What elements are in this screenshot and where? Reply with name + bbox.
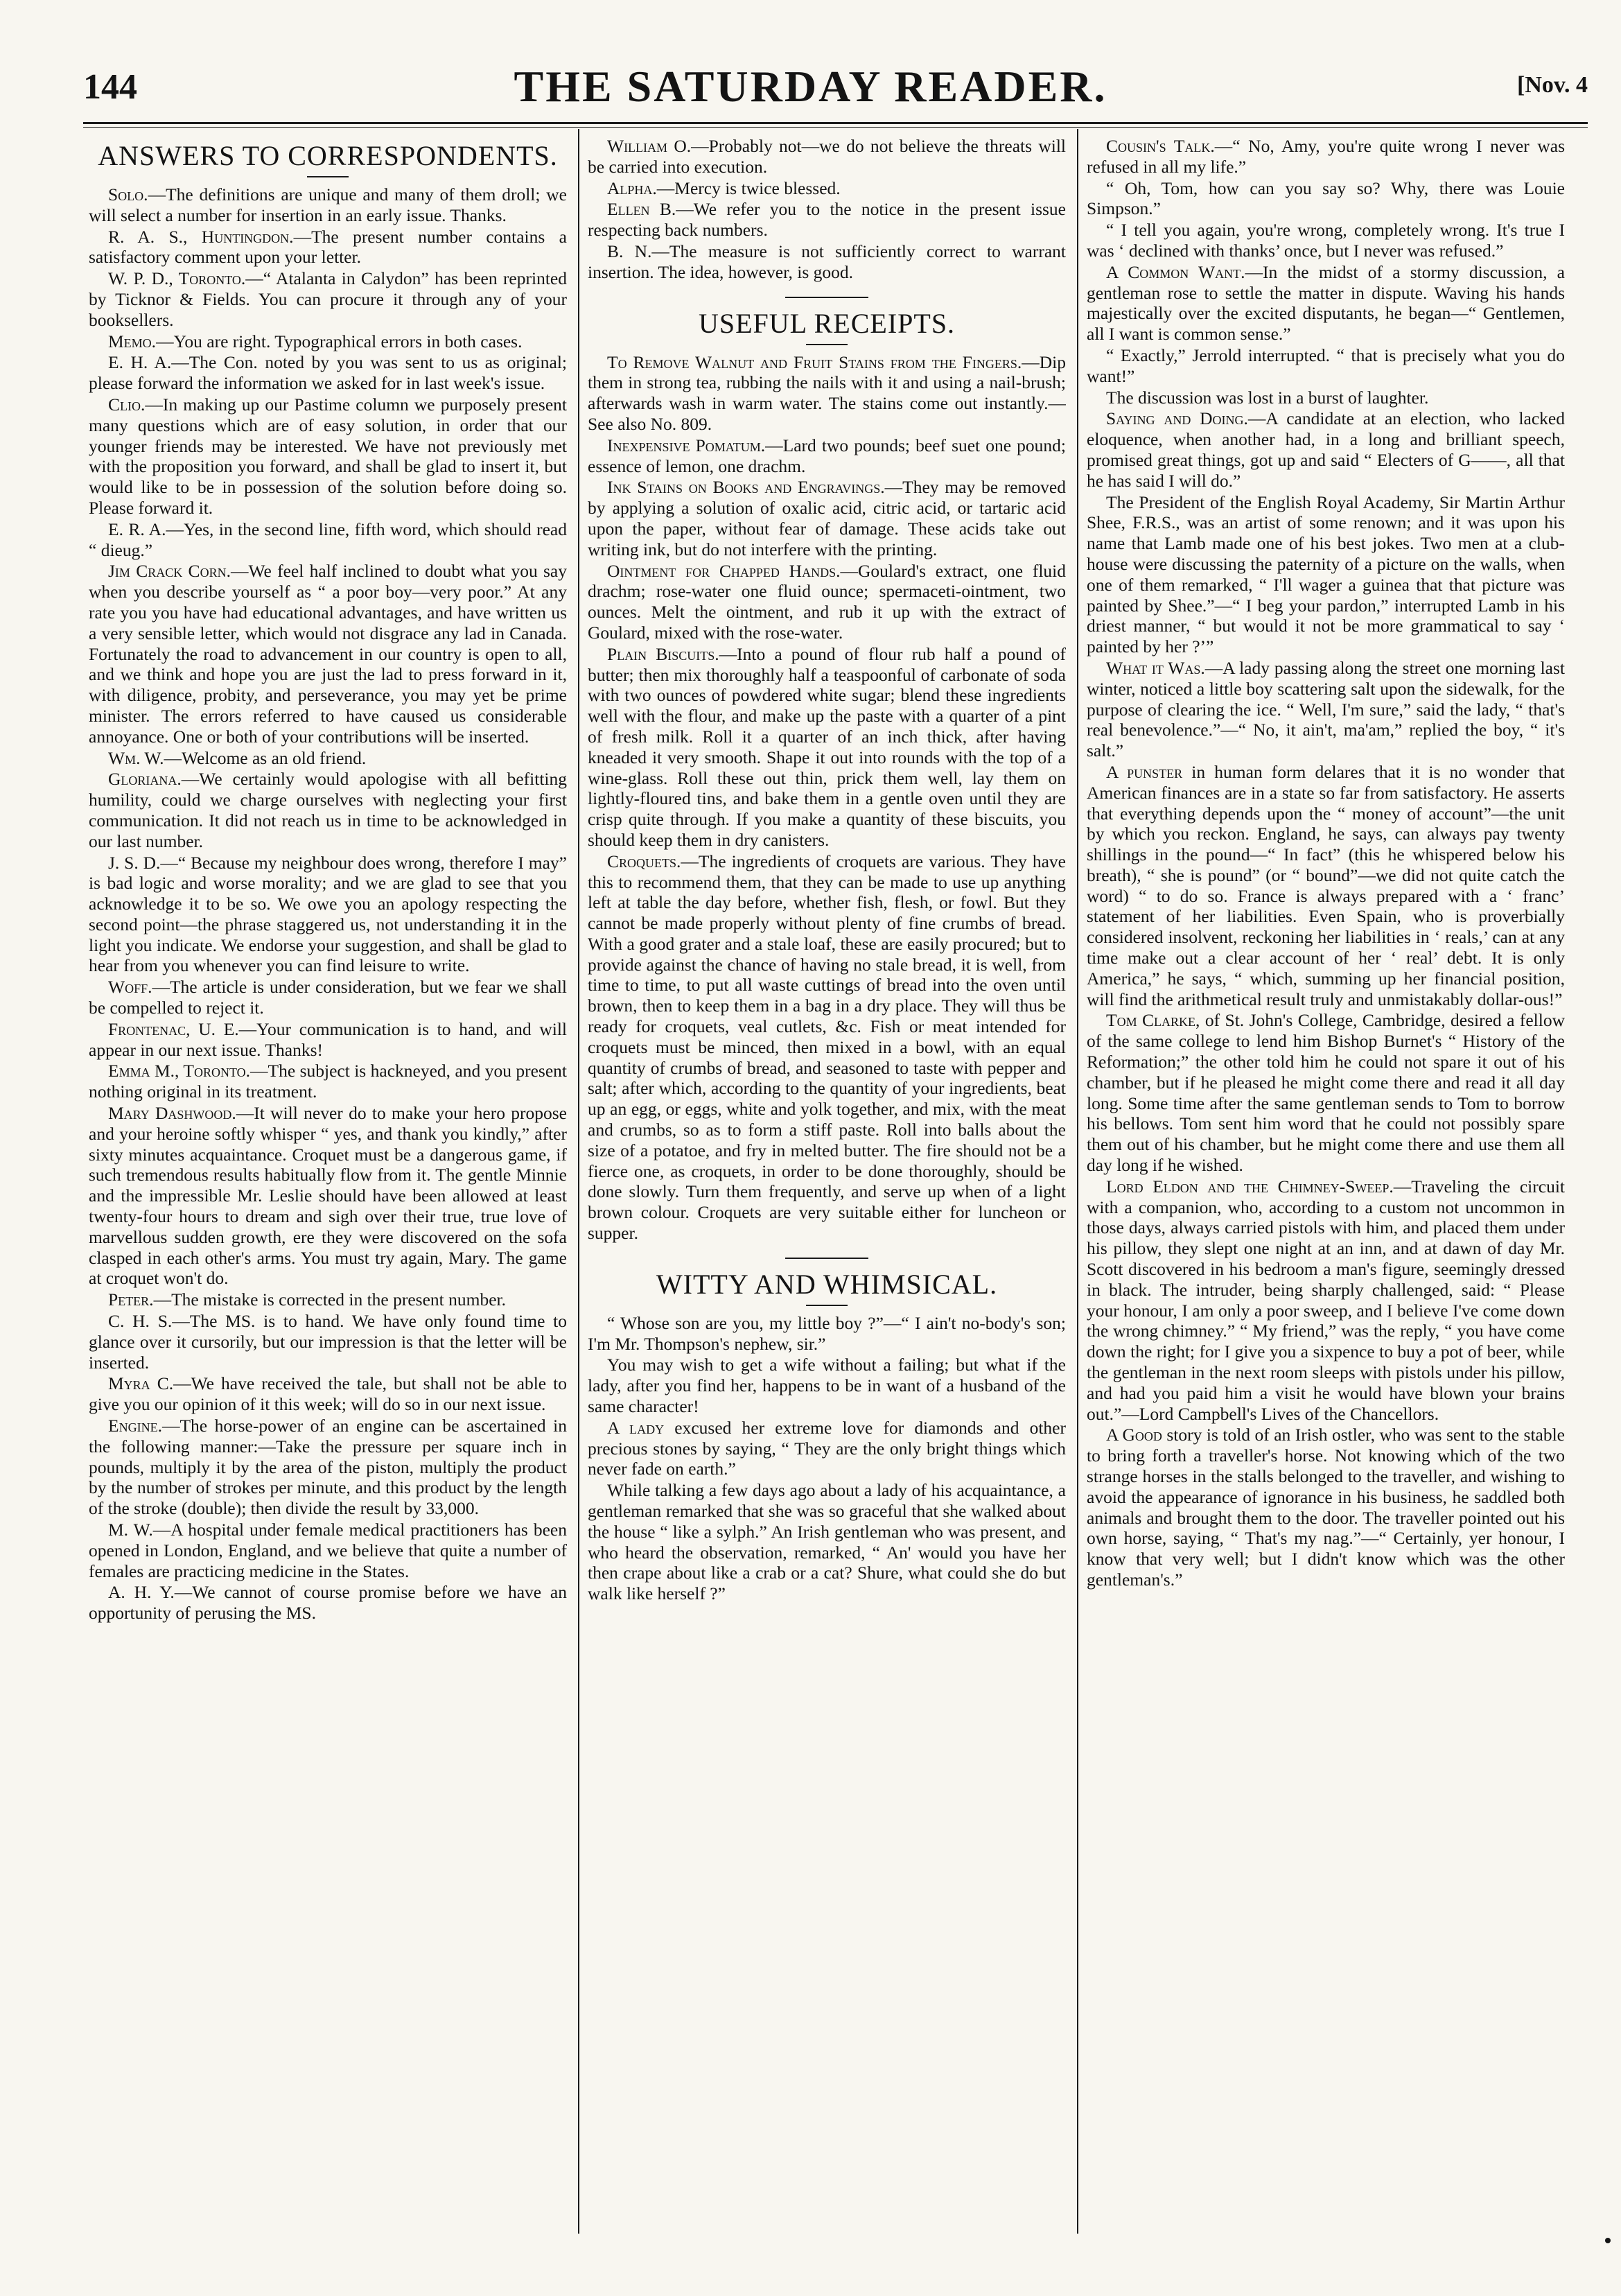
paragraph-text: —Into a pound of flour rub half a pound of butter; then mix thoroughly half a teaspoonful of carbonate of soda with two ounces of powdered white sugar; blend these ingredients well with the flour, and make up the paste with a quarter of a pint of fresh milk. Roll it a quarter of an inch thick, after having kneaded it very smooth. Shape it out into rounds with the top of a wine-glass. Roll these out thin, prick them well, lay them on lightly-floured tins, and bake them in a gentle oven until they are crisp quite through. If you make a quantity of these biscuits, you should keep them in dry canisters. (588, 643, 1066, 850)
paragraph (89, 268, 567, 330)
paragraph (1087, 492, 1565, 657)
paragraph-text: story is told of an Irish ostler, who was sent to the stable to bring forth a traveller's horse. Not knowing which of the two strange horses in the stalls belonged to the traveller, and wishing to avoid the appearance of ignorance in his business, he saddled both animals and brought them to the door. The traveller pointed out his own horse, saying, “ That's my nag.”—“ Certainly, yer honour, I know that very well; but I didn't know which was the other gentleman's.” (1087, 1425, 1565, 1590)
paragraph (1087, 1176, 1565, 1425)
paragraph-lead: M. W. (108, 1520, 153, 1540)
paragraph (588, 851, 1066, 1244)
paragraph-lead: A Common Want. (1106, 261, 1245, 282)
paragraph-lead: Ink Stains on Books and Engravings. (607, 477, 885, 498)
paragraph (89, 519, 567, 561)
paragraph-lead: Tom Clarke, (1106, 1010, 1200, 1031)
paragraph-text: —A candidate at an election, who lacked eloquence, when another had, in a long and brilliant speech, promised great things, got up and said “ Electers of G——, all that he has said I will do.” (1087, 408, 1565, 491)
column-divider (578, 129, 579, 2234)
paragraph-text: —The measure is not sufficiently correct to warrant insertion. The idea, however, is good. (588, 241, 1066, 282)
paragraph-lead: A punster (1106, 761, 1183, 782)
paragraph-text: The discussion was lost in a burst of laughter. (1106, 387, 1429, 408)
paragraph (89, 1103, 567, 1289)
paragraph (1087, 345, 1565, 387)
paragraph-lead: C. H. S. (108, 1311, 173, 1332)
paragraph-text: —Mercy is twice blessed. (656, 177, 841, 198)
section-heading-receipts: USEFUL RECEIPTS. (698, 307, 956, 339)
paragraph-text: —The ingredients of croquets are various. They have this to recommend them, that they can be made to use up anything left at table the day before, whether fish, flesh, or fowl. But they cannot be made properly without plenty of fine crumbs of bread. With a good grater and a stale loaf, these are easily procured; but to provide against the chance of having no stale bread, it is well, from time to time, to put all waste cuttings of bread into the oven until brown, then to keep them in a bag in a dry place. They will thus be ready for croquets, veal cutlets, &c. Fish or meat intended for croquets must be minced, then mixed in a bowl, with an equal quantity of crumbs of bread, and seasoned to taste with pepper and salt; after which, according to the quantity of your ingredients, beat up an egg, or eggs, white and yolk together, and mix, with the meat and crumbs, so as to form a stiff paste. Roll into balls about the size of a potatoe, and fry in melted butter. The fire should not be a fierce one, as croquets, in order to be done thoroughly, should be done slowly. Turn them frequently, and serve up when of a light brown colour. Croquets are very suitable either for luncheon or supper. (588, 851, 1066, 1244)
paragraph-text: —In the midst of a stormy discussion, a gentleman rose to settle the matter in dispute. Waving his hands majestically over the excited disputants, he began—“ Gentlemen, all I want is common sense.” (1087, 261, 1565, 345)
paragraph (588, 1480, 1066, 1604)
paragraph-lead: W. P. D., Toronto. (108, 268, 246, 289)
paragraph (89, 748, 567, 769)
paragraph-lead: Peter. (108, 1289, 154, 1310)
paragraph-text: —“ Because my neighbour does wrong, therefore I may” is bad logic and worse morality; and we are glad to see that you acknowledge it to be so. We owe you an apology respecting the second point—the phrase staggered us, not understanding it in the light you indicate. We endorse your suggestion, and shall be glad to hear from you whenever you can find leisure to write. (89, 852, 567, 976)
answers-continued-list (588, 136, 1066, 283)
paragraph-lead: Myra C. (108, 1373, 174, 1394)
paragraph-text: —Yes, in the second line, fifth word, which should read “ dieug.” (89, 519, 567, 560)
paragraph-text: —In making up our Pastime column we purposely present many questions which are of easy solution, in order that our younger friends may be interested. We have not previously met with the proposition you forward, and shall be glad to insert it, but would like to be in possession of the solution before doing so. Please forward it. (89, 394, 567, 518)
paragraph-text: —Probably not—we do not believe the threats will be carried into execution. (588, 136, 1066, 177)
header-rule (83, 122, 1588, 128)
paragraph (89, 1416, 567, 1519)
column-1 (89, 136, 567, 2250)
paragraph-text: —Dip them in strong tea, rubbing the nails with it and using a nail-brush; afterwards wash in warm water. The stains come out instantly.—See also No. 809. (588, 351, 1066, 434)
paragraph (89, 1373, 567, 1415)
paragraph-lead: Cousin's Talk. (1106, 136, 1215, 156)
paragraph (89, 352, 567, 394)
paragraph-lead: To Remove Walnut and Fruit Stains from the Fingers. (607, 351, 1022, 372)
paragraph-text: —The definitions are unique and many of them droll; we will select a number for insertion in an early issue. Thanks. (89, 184, 567, 225)
column-divider (1077, 129, 1078, 2234)
paragraph (1087, 388, 1565, 408)
paragraph (588, 477, 1066, 559)
newspaper-title: THE SATURDAY READER. (514, 62, 1107, 111)
paragraph-text: —We cannot of course promise before we have an opportunity of perusing the MS. (89, 1582, 567, 1624)
paragraph-lead: Jim Crack Corn. (108, 561, 231, 582)
paragraph-text: —It will never do to make your hero propose and your heroine softly whisper “ yes, and thank you kindly,” after sixty minutes acquaintance. Croquet must be a dangerous game, if such tremendous results habitually flow from it. The gentle Minnie and the impressible Mr. Leslie should have been allowed at least twenty-four hours to dream and sigh over their true, true love of marvellous sudden growth, ere they were discovered on the sofa clasped in each other's arms. You must try again, Mary. The game at croquet won't do. (89, 1103, 567, 1289)
paragraph (1087, 658, 1565, 761)
paragraph-lead: Solo. (108, 184, 148, 205)
paragraph (89, 394, 567, 519)
paragraph (1087, 762, 1565, 1010)
paragraph (588, 241, 1066, 283)
paragraph-text: —A lady passing along the street one morning last winter, noticed a little boy scattering salt upon the sidewalk, for the purpose of clearing the ice. “ Well, I'm sure,” said the lady, “ that's real benevolence.”—“ No, it ain't, ma'am,” replied the boy, “ it's salt.” (1087, 657, 1565, 761)
paragraph-text: —The horse-power of an engine can be ascertained in the following manner:—Take the pressure per square inch in pounds, multiply it by the area of the piston, multiply the product by the number of strokes per minute, and this product by the length of the stroke (double); then divide the result by 33,000. (89, 1416, 567, 1519)
paragraph-text: —We refer you to the notice in the present issue respecting back numbers. (588, 199, 1066, 241)
paragraph-lead: Ellen B. (607, 199, 676, 220)
paragraph-text: —Lard two pounds; beef suet one pound; essence of lemon, one drachm. (588, 435, 1066, 476)
paragraph (1087, 1425, 1565, 1590)
paragraph-text: You may wish to get a wife without a failing; but what if the lady, after you find her, happens to be in want of a husband of the same character! (588, 1355, 1066, 1417)
paragraph-text: excused her extreme love for diamonds and other precious stones by saying, “ They are the only bright things which never fade on earth.” (588, 1417, 1066, 1479)
paragraph-lead: Wm. W. (108, 747, 164, 768)
paragraph (89, 1289, 567, 1310)
paragraph-lead: A. H. Y. (108, 1582, 175, 1603)
paragraph-lead: Alpha. (607, 177, 657, 198)
paragraph-text: “ Whose son are you, my little boy ?”—“ I ain't no-body's son; I'm Mr. Thompson's nephew, sir.” (588, 1312, 1066, 1354)
paragraph (89, 977, 567, 1018)
paragraph (588, 352, 1066, 435)
section-heading-witty: WITTY AND WHIMSICAL. (656, 1268, 998, 1300)
paragraph-text: —They may be removed by applying a solution of oxalic acid, citric acid, or tartaric acid upon the paper, without fear of damage. These acids take out writing ink, but do not interfere with the printing. (588, 477, 1066, 559)
paragraph-text: “ I tell you again, you're wrong, completely wrong. It's true I was ‘ declined with thanks’ once, but I never was refused.” (1087, 220, 1565, 261)
heading-rule (806, 344, 848, 345)
paragraph-lead: Engine. (108, 1416, 162, 1436)
paragraph (89, 331, 567, 352)
paragraph-text: “ Oh, Tom, how can you say so? Why, there was Louie Simpson.” (1087, 177, 1565, 219)
paragraph (1087, 262, 1565, 345)
paragraph (89, 853, 567, 977)
paragraph-lead: Inexpensive Pomatum. (607, 435, 766, 455)
paragraph-lead: Croquets. (607, 851, 681, 871)
paragraph (1087, 408, 1565, 491)
masthead (0, 0, 1621, 111)
paragraph-text: The President of the English Royal Academy, Sir Martin Arthur Shee, F.R.S., was an artist of some renown; and it was upon his name that Lamb made one of his best jokes. Two men at a club-house were discussing the paternity of a picture on the walls, when one of them remarked, “ I'll wager a guinea that that picture was painted by Shee.”—“ I beg your pardon,” interrupted Lamb in his driest manner, “ but would it not be more grammatical to say ‘ painted by her ?’” (1087, 492, 1565, 657)
margin-mark (1605, 2238, 1611, 2243)
paragraph-text: —Your communication is to hand, and will appear in our next issue. Thanks! (89, 1018, 567, 1060)
paragraph-text: —The mistake is corrected in the present number. (153, 1289, 506, 1310)
paragraph-lead: Gloriana. (108, 769, 182, 790)
paragraph (588, 1418, 1066, 1479)
paragraph (588, 199, 1066, 241)
paragraph (588, 1355, 1066, 1416)
paragraph (588, 1313, 1066, 1355)
paragraph-lead: William O. (607, 136, 692, 156)
paragraph-text: —Goulard's extract, one fluid drachm; rose-water one fluid ounce; spermaceti-ointment, two ounces. Melt the ointment, and rub it up with the extract of Goulard, mixed with the rose-water. (588, 560, 1066, 643)
paragraph-lead: Lord Eldon and the Chimney-Sweep. (1106, 1176, 1394, 1197)
witty-continued-list (1087, 136, 1565, 1590)
paragraph-lead: B. N. (607, 241, 652, 261)
paragraph-lead: E. R. A. (108, 519, 166, 539)
paragraph-lead: A Good (1106, 1425, 1162, 1445)
paragraph-text: —The MS. is to hand. We have only found time to glance over it cursorily, but our impression is that the letter will be inserted. (89, 1311, 567, 1373)
paragraph (588, 136, 1066, 177)
paragraph-lead: Woff. (108, 977, 152, 998)
paragraph (1087, 136, 1565, 177)
paragraph-lead: R. A. S., Huntingdon. (108, 226, 294, 247)
paragraph-text: —A hospital under female medical practitioners has been opened in London, England, and we believe that quite a number of females are practicing medicine in the States. (89, 1520, 567, 1581)
paragraph (89, 769, 567, 851)
paragraph-text: —Traveling the circuit with a companion, who, according to a custom not uncommon in those days, always carried pistols with him, and placed them under his pillow, they slept one night at an inn, and at dawn of day Mr. Scott discovered in his bedroom a man's figure, seemingly dressed in black. The intruder, being sharply challenged, said: “ Please your honour, I am only a poor sweep, and I believe I've come down the wrong chimney.” “ My friend,” was the reply, “ you have come down the right; for I give you a sixpence to buy a pot of beer, while the gentleman in the next room sleeps with pistols under his pillow, and had you paid him a visit he would have blown your brains out.”—Lord Campbell's Lives of the Chancellors. (1087, 1176, 1565, 1424)
paragraph-lead: Plain Biscuits. (607, 643, 719, 664)
paragraph (588, 561, 1066, 643)
paragraph-text: —“ Atalanta in Calydon” has been reprinted by Ticknor & Fields. You can procure it through any of your booksellers. (89, 268, 567, 330)
paragraph-lead: Ointment for Chapped Hands. (607, 560, 841, 581)
paragraph (1087, 220, 1565, 261)
paragraph-lead: E. H. A. (108, 352, 172, 373)
paragraph-lead: Clio. (108, 394, 146, 415)
heading-rule (806, 1305, 848, 1306)
paragraph-text: —You are right. Typographical errors in both cases. (156, 331, 523, 351)
paragraph-text: —The article is under consideration, but we fear we shall be compelled to reject it. (89, 977, 567, 1018)
issue-date: [Nov. 4 (1517, 72, 1588, 98)
paragraph-text: —The subject is hackneyed, and you present nothing original in its treatment. (89, 1061, 567, 1102)
heading-rule (307, 176, 349, 177)
paragraph (89, 184, 567, 226)
paragraph (89, 1019, 567, 1061)
receipts-list (588, 352, 1066, 1244)
paragraph (89, 1520, 567, 1581)
paragraph-lead: Saying and Doing. (1106, 408, 1248, 429)
page-number: 144 (83, 67, 137, 107)
paragraph (588, 435, 1066, 477)
column-3 (1087, 136, 1565, 2250)
paragraph-text: —We feel half inclined to doubt what you say when you describe yourself as “ a poor boy—very poor.” At any rate you you have had educational advantages, and have written us a very sensible letter, which would not disgrace any lad in Canada. Fortunately the road to advancement in our country is open to all, and we think and hope you are just the lad to press forward in it, with diligence, probity, and perseverance, you may yet be prime minister. The errors referred to have caused us considerable annoyance. One or both of your contributions will be inserted. (89, 561, 567, 747)
paragraph-text: in human form delares that it is no wonder that American finances are in a state so far from satisfactory. He asserts that everything depends upon the “ money of account”—the unit by which you reckon. England, he says, can always pay twenty shillings in the pound—“ In fact” (this he whispered below his breath), “ she is pound” (or “ bound”—we did not quite catch the word) “ to do so. France is always prepared with a ‘ franc’ statement of her liabilities. Even Spain, who is proverbially considered insolvent, reckoning her liabilities in ‘ reals,’ can at any time make out a clear account of her ‘ real’ debt. It is only America,” he says, “ which, summing up her financial position, will find the arithmetical result truly and unmistakably dollar-ous!” (1087, 761, 1565, 1009)
witty-list (588, 1313, 1066, 1604)
paragraph-lead: Emma M., Toronto. (108, 1061, 251, 1081)
paragraph-lead: Frontenac, U. E. (108, 1018, 239, 1039)
paragraph (588, 178, 1066, 199)
paragraph-lead: Mary Dashwood. (108, 1103, 236, 1124)
section-rule (785, 1258, 868, 1259)
answers-list (89, 184, 567, 1624)
paragraph (1087, 1010, 1565, 1175)
paragraph-lead: J. S. D. (108, 852, 161, 873)
paragraph-text: —The Con. noted by you was sent to us as original; please forward the information we asked for in last week's issue. (89, 352, 567, 394)
paragraph (1087, 178, 1565, 220)
paragraph (89, 1061, 567, 1102)
paragraph (89, 1582, 567, 1624)
paragraph-text: —We certainly would apologise with all befitting humility, could we charge ourselves with neglecting your first communication. It did not reach us in time to be acknowledged in our last number. (89, 769, 567, 851)
paragraph (588, 644, 1066, 851)
paragraph (89, 561, 567, 747)
paragraph-text: While talking a few days ago about a lady of his acquaintance, a gentleman remarked that she was so graceful that she walked about the house “ like a sylph.” An Irish gentleman who was present, and who heard the observation, remarked, “ An' would you have her then crape about like a crab or a cat? Shure, what could she do but walk like herself ?” (588, 1480, 1066, 1604)
paragraph-text: “ Exactly,” Jerrold interrupted. “ that is precisely what you do want!” (1087, 345, 1565, 386)
paragraph-text: —The present number contains a satisfactory comment upon your letter. (89, 226, 567, 268)
paragraph (89, 227, 567, 268)
paragraph-lead: A lady (607, 1417, 665, 1438)
paragraph-lead: Memo. (108, 331, 157, 351)
paragraph-text: of St. John's College, Cambridge, desired a fellow of the same college to lend him Bishop Burnet's “ History of the Reformation;” the other told him he could not spare it out of his chamber, but if he pleased he might come there and read it all day long. Some time after the same gentleman sends to Tom to borrow his bellows. Tom sent him word that he could not possibly spare them out of his chamber, but he might come there and use them all day long if he wished. (1087, 1010, 1565, 1176)
paragraph (89, 1311, 567, 1373)
paragraph-lead: What it Was. (1106, 657, 1205, 678)
paragraph-text: —“ No, Amy, you're quite wrong I never was refused in all my life.” (1087, 136, 1565, 177)
column-2 (588, 136, 1066, 2250)
section-rule (785, 297, 868, 298)
section-heading-answers: ANSWERS TO CORRESPONDENTS. (98, 140, 558, 171)
paragraph-text: —Welcome as an old friend. (164, 747, 367, 768)
paragraph-text: —We have received the tale, but shall not be able to give you our opinion of it this week; will do so in our next issue. (89, 1373, 567, 1415)
